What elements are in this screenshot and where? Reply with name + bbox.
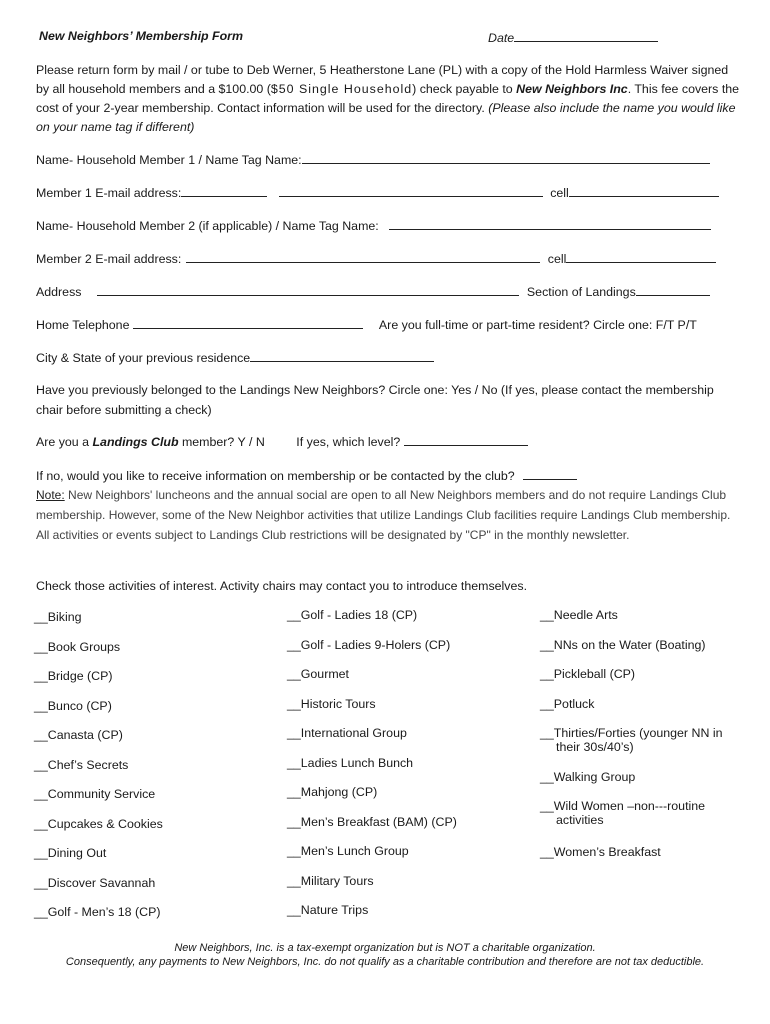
activity-item-thirties[interactable] bbox=[540, 726, 722, 754]
section-label: Section of Landings bbox=[526, 285, 636, 299]
resident-question: Are you full-time or part-time resident? Circle one: F/T P/T bbox=[378, 318, 697, 332]
member1-cell-blank[interactable] bbox=[569, 184, 719, 197]
activity-item[interactable]: __Dining Out bbox=[34, 846, 107, 860]
activity-item[interactable]: __Chef’s Secrets bbox=[34, 758, 129, 772]
intro-text-2: ) check payable to bbox=[412, 82, 517, 96]
activity-item[interactable]: __Historic Tours bbox=[287, 697, 376, 711]
member1-cell-label: cell bbox=[550, 186, 569, 200]
activity-item[interactable]: __Men’s Lunch Group bbox=[287, 844, 409, 858]
home-phone-label: Home Telephone bbox=[36, 318, 130, 332]
member1-email-blank-a[interactable] bbox=[181, 184, 267, 197]
info-blank[interactable] bbox=[523, 467, 577, 480]
belonged-question: Have you previously belonged to the Landings New Neighbors? Circle one: Yes / No (If yes, please contact the membership chair before submitting a check) bbox=[36, 383, 714, 417]
activity-item-wild-women[interactable] bbox=[540, 799, 705, 827]
home-phone-blank[interactable] bbox=[133, 316, 363, 329]
prev-residence-label: City & State of your previous residence bbox=[36, 351, 251, 365]
intro-paragraph bbox=[36, 61, 742, 137]
activity-item[interactable]: __Military Tours bbox=[287, 874, 374, 888]
info-row bbox=[36, 467, 577, 483]
activity-item[interactable]: __Pickleball (CP) bbox=[540, 667, 636, 681]
member1-email-blank-b[interactable] bbox=[279, 184, 543, 197]
activity-item[interactable]: __Women’s Breakfast bbox=[540, 845, 661, 859]
info-question: If no, would you like to receive information on membership or be contacted by the club? bbox=[36, 469, 515, 483]
activity-item[interactable]: __Golf - Ladies 9-Holers (CP) bbox=[287, 638, 451, 652]
intro-payee: New Neighbors Inc bbox=[516, 82, 628, 96]
activity-item[interactable]: __Bridge (CP) bbox=[34, 669, 113, 683]
activity-item[interactable]: __Walking Group bbox=[540, 770, 636, 784]
member2-cell-blank[interactable] bbox=[566, 250, 716, 263]
member2-email-label: Member 2 E-mail address: bbox=[36, 252, 182, 266]
footer-line-1: New Neighbors, Inc. is a tax-exempt organization but is NOT a charitable organization. bbox=[174, 942, 596, 954]
activity-item[interactable]: __Canasta (CP) bbox=[34, 728, 123, 742]
footer-line-2: Consequently, any payments to New Neighbors, Inc. do not qualify as a charitable contribution and therefore are not tax deductible. bbox=[65, 956, 705, 968]
date-label: Date bbox=[488, 31, 515, 45]
activity-item[interactable]: __Mahjong (CP) bbox=[287, 785, 378, 799]
club-name: Landings Club bbox=[92, 435, 179, 449]
wild-line-2: activities bbox=[556, 813, 604, 827]
activity-item[interactable]: __Cupcakes & Cookies bbox=[34, 817, 163, 831]
intro-text-1: Please return form by mail / or tube to Deb Werner, 5 Heatherstone Lane (PL) with a copy of the Hold Harmless Waiver signed by all household members and a $100.00 ( bbox=[36, 63, 729, 96]
intro-text-3: . This fee covers the cost of your 2-year membership. Contact information will be used for the directory. bbox=[36, 82, 740, 115]
activity-item[interactable]: __Potluck bbox=[540, 697, 595, 711]
member1-email-label: Member 1 E-mail address: bbox=[36, 186, 182, 200]
activity-item[interactable]: __Men’s Breakfast (BAM) (CP) bbox=[287, 815, 457, 829]
wild-line-1: __Wild Women –non---routine bbox=[540, 799, 706, 813]
club-question-2: member? Y / N bbox=[178, 435, 265, 449]
member2-email-blank[interactable] bbox=[186, 250, 540, 263]
intro-single-fee: $50 Single Household bbox=[270, 82, 413, 96]
section-blank[interactable] bbox=[636, 283, 710, 296]
form-title: New Neighbors’ Membership Form bbox=[39, 29, 244, 43]
activity-item[interactable]: __Biking bbox=[34, 610, 82, 624]
activity-item[interactable]: __NNs on the Water (Boating) bbox=[540, 638, 706, 652]
note-paragraph bbox=[36, 485, 736, 545]
activity-item[interactable]: __Community Service bbox=[34, 787, 156, 801]
activity-item[interactable]: __Golf - Ladies 18 (CP) bbox=[287, 608, 418, 622]
member1-email-row bbox=[36, 184, 719, 200]
club-row bbox=[36, 433, 528, 449]
activity-item[interactable]: __Ladies Lunch Bunch bbox=[287, 756, 414, 770]
prev-residence-row bbox=[36, 349, 434, 365]
member1-name-row bbox=[36, 151, 710, 167]
thirties-line-2: their 30s/40’s) bbox=[556, 740, 634, 754]
activity-item[interactable]: __Gourmet bbox=[287, 667, 349, 681]
date-field bbox=[488, 29, 658, 45]
date-blank[interactable] bbox=[514, 29, 658, 42]
activity-item[interactable]: __Book Groups bbox=[34, 640, 121, 654]
member1-name-label: Name- Household Member 1 / Name Tag Name: bbox=[36, 153, 302, 167]
prev-residence-blank[interactable] bbox=[250, 349, 434, 362]
member2-name-blank[interactable] bbox=[389, 217, 711, 230]
member2-name-row bbox=[36, 217, 711, 233]
activity-item[interactable]: __International Group bbox=[287, 726, 407, 740]
thirties-line-1: __Thirties/Forties (younger NN in bbox=[540, 726, 723, 740]
level-blank[interactable] bbox=[404, 433, 528, 446]
intro-name-tag-note: (Please also include the name you would like on your name tag if different) bbox=[36, 101, 736, 134]
member1-name-blank[interactable] bbox=[302, 151, 710, 164]
activity-item[interactable]: __Needle Arts bbox=[540, 608, 618, 622]
activity-item[interactable]: __Bunco (CP) bbox=[34, 699, 112, 713]
address-row bbox=[36, 283, 710, 299]
level-question: If yes, which level? bbox=[296, 435, 401, 449]
address-blank[interactable] bbox=[97, 283, 519, 296]
member2-name-label: Name- Household Member 2 (if applicable) / Name Tag Name: bbox=[36, 219, 379, 233]
member2-cell-label: cell bbox=[547, 252, 567, 266]
activity-item[interactable]: __Golf - Men’s 18 (CP) bbox=[34, 905, 161, 919]
note-text: New Neighbors' luncheons and the annual social are open to all New Neighbors members and do not require Landings Club membership. However, some of the New Neighbor activities that utilize Landings Club facilities require Landings Club membership. All activities or events subject to Landings Club restrictions will be designated by "CP" in the monthly newsletter. bbox=[36, 488, 731, 542]
note-label: Note: bbox=[36, 488, 65, 502]
member2-email-row bbox=[36, 250, 716, 266]
club-question-1: Are you a bbox=[36, 435, 93, 449]
address-label: Address bbox=[36, 285, 82, 299]
activity-item[interactable]: __Discover Savannah bbox=[34, 876, 156, 890]
activities-intro: Check those activities of interest. Activity chairs may contact you to introduce themselves. bbox=[36, 579, 528, 593]
activity-item[interactable]: __Nature Trips bbox=[287, 903, 369, 917]
phone-row bbox=[36, 316, 697, 332]
